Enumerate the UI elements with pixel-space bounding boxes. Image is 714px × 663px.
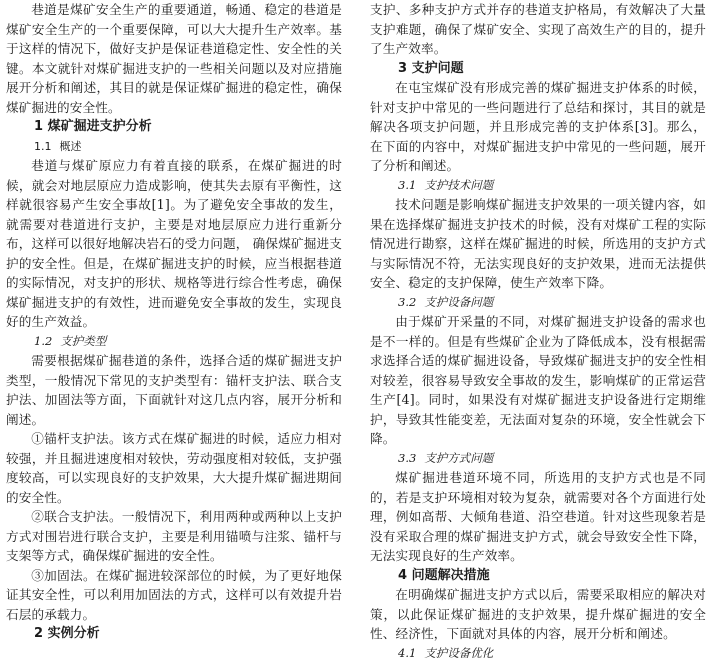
subsection-title: 支护方式问题 [424,451,493,465]
intro-paragraph: 巷道是煤矿安全生产的重要通道，畅通、稳定的巷道是煤矿安全生产的一个重要保障，可以大大提升生产效率。基于这样的情况下，做好支护是保证巷道稳定性、安全性的关键。本文就针对煤矿掘进支护的一些相关问题以及对应措施展开分析和阐述，其目的就是保证煤矿掘进的稳定性，确保煤矿掘进的安全性。 [6,0,342,117]
subsection-number: 3.2 [398,295,416,309]
section-4-paragraph: 在明确煤矿掘进支护方式以后，需要采取相应的解决对策，以此保证煤矿掘进的支护效果，提升煤矿掘进的安全性、经济性，下面就对具体的内容，展开分析和阐述。 [370,585,706,644]
list-item-reinforcement: ③加固法。在煤矿掘进较深部位的时候，为了更好地保证其安全性，可以利用加固法的方式，这样可以有效提升岩石层的承载力。 [6,566,342,625]
subsection-title: 支护技术问题 [424,178,493,192]
subsection-3-2-heading [370,293,706,313]
subsection-3-1-paragraph: 技术问题是影响煤矿掘进支护效果的一项关键内容，如果在选择煤矿掘进支护技术的时候，没有对煤矿工程的实际情况进行勘察，这样在煤矿掘进的时候，所选用的支护方式与实际情况不符，无法实现良好的支护效果，进而无法提供安全、稳定的支护保障，使生产效率下降。 [370,195,706,293]
subsection-1-2-heading [6,332,342,352]
subsection-3-3-heading [370,449,706,469]
subsection-number: 4.1 [398,646,416,660]
subsection-1-1-paragraph: 巷道与煤矿原应力有着直接的联系，在煤矿掘进的时候，就会对地层原应力造成影响，使其失去原有平衡性，这样就很容易产生安全事故[1]。为了避免安全事故的发生，就需要对巷道进行支护，主要是对地层原应力进行重新分布，这样可以很好地解决岩石的受力问题， 确保煤矿掘进支护的安全性。但是，在煤矿掘进支护的时候，应当根据巷道的实际情况，对支护的形状、规格等进行综合性考虑，确保煤矿掘进支护的有效性，进而避免安全事故的发生，实现良好的生产效益。 [6,156,342,332]
subsection-1-2-paragraph: 需要根据煤矿掘巷道的条件，选择合适的煤矿掘进支护类型，一般情况下常见的支护类型有：锚杆支护法、联合支护法、加固法等方面，下面就针对这几点内容，展开分析和阐述。 [6,351,342,429]
subsection-title: 支护类型 [60,334,106,348]
subsection-title: 概述 [60,140,82,153]
subsection-title: 支护设备问题 [424,295,493,309]
section-2-heading: 2 实例分析 [6,624,342,644]
subsection-title: 支护设备优化 [424,646,493,660]
continued-paragraph: 支护、多种支护方式并存的巷道支护格局，有效解决了大量支护难题，确保了煤矿安全、实现了高效生产的目的，提升了生产效率。 [370,0,706,59]
left-column [6,0,342,644]
section-3-paragraph: 在屯宝煤矿没有形成完善的煤矿掘进支护体系的时候，针对支护中常见的一些问题进行了总结和探讨，其目的就是解决各项支护问题，并且形成完善的支护体系[3]。那么，在下面的内容中，对煤矿掘进支护中常见的一些问题，展开了分析和阐述。 [370,78,706,176]
list-item-combined-support: ②联合支护法。一般情况下，利用两种或两种以上支护方式对围岩进行联合支护，主要是利用锚喷与注浆、锚杆与支架等方式，确保煤矿掘进的安全性。 [6,507,342,566]
right-column [370,0,706,663]
section-4-heading: 4 问题解决措施 [370,566,706,586]
section-3-heading: 3 支护问题 [370,59,706,79]
subsection-3-1-heading [370,176,706,196]
subsection-number: 3.3 [398,451,416,465]
section-1-heading: 1 煤矿掘进支护分析 [6,117,342,137]
subsection-3-3-paragraph: 煤矿掘进巷道环境不同，所选用的支护方式也是不同的，若是支护环境相对较为复杂，就需要对各个方面进行处理，例如高帮、大倾角巷道、沿空巷道。针对这些现象若是没有采取合理的煤矿掘进支护方式，就会导致安全性下降，无法实现良好的生产效率。 [370,468,706,566]
subsection-number: 1.1 [34,140,52,153]
subsection-number: 1.2 [34,334,52,348]
subsection-4-1-heading [370,644,706,663]
subsection-3-2-paragraph: 由于煤矿开采量的不同，对煤矿掘进支护设备的需求也是不一样的。但是有些煤矿企业为了降低成本，没有根据需求选择合适的煤矿掘进设备，导致煤矿掘进支护的安全性相对较差，很容易导致安全事故的发生，影响煤矿的正常运营生产[4]。同时，如果没有对煤矿掘进支护设备进行定期维护，导致其性能变差，无法面对复杂的环境，安全性就会下降。 [370,312,706,449]
subsection-1-1-heading [6,137,342,157]
subsection-number: 3.1 [398,178,416,192]
list-item-anchor-bolt: ①锚杆支护法。该方式在煤矿掘进的时候，适应力相对较强，并且掘进速度相对较快，劳动强度相对较低，支护强度较高，可以实现良好的支护效果，大大提升煤矿掘进期间的安全性。 [6,429,342,507]
